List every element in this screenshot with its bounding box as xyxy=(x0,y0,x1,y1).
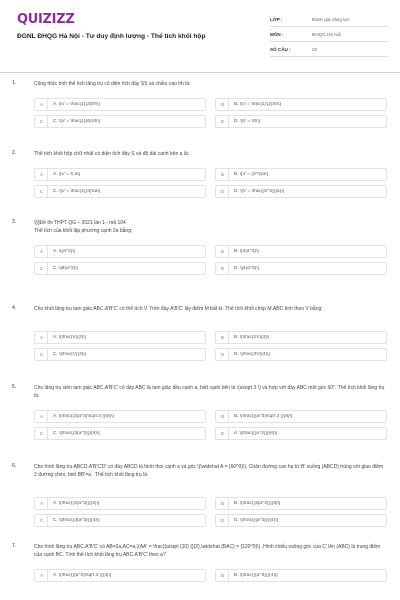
page-title: ĐGNL ĐHQG Hà Nội - Tư duy định lượng - Thể tích khối hộp xyxy=(17,33,206,40)
answer-option-b[interactable] xyxy=(215,245,387,258)
question-text: Cho lăng trụ xiên tam giác ABC.A'B'C' có đáy ABC là tam giác đều cạnh a, biết cạnh bên là \(a\sqrt 3 \) và hợp với đáy ABC một góc 60°. Thể tích khối lăng trụ là: xyxy=(34,385,385,399)
answer-option-b[interactable] xyxy=(215,410,387,423)
option-letter: C xyxy=(36,116,48,127)
answer-option-a[interactable] xyxy=(34,331,206,344)
question-7 xyxy=(12,543,388,600)
answer-option-c[interactable] xyxy=(34,262,206,275)
meta-key: LỚP : xyxy=(270,16,283,22)
question-1 xyxy=(12,80,388,140)
option-text: C. \[8{a^3}\] xyxy=(53,266,78,271)
option-letter: B xyxy=(217,99,229,110)
option-text: D. \[V = \frac{{S^2}}{a}\] xyxy=(234,189,284,194)
option-text: C. \[V = \frac{1}{6}Sh\] xyxy=(53,119,101,124)
option-text: B. \[\frac{2V}{3}\] xyxy=(234,335,270,340)
option-letter: C xyxy=(36,263,48,274)
option-letter: D xyxy=(217,116,229,127)
answer-option-a[interactable] xyxy=(34,98,206,111)
answer-option-a[interactable] xyxy=(34,168,206,181)
question-5 xyxy=(12,384,388,444)
option-letter: B xyxy=(217,246,229,257)
meta-table xyxy=(270,12,388,57)
option-text: B. \[V = \frac{1}{2}Sh\] xyxy=(234,102,281,107)
question-text: Công thức tính thể tích lăng trụ có diện tích đáy SS và chiều cao hh là: xyxy=(34,81,191,87)
option-text: A. \[V = \frac{1}{3}Sh\] xyxy=(53,102,100,107)
answer-option-c[interactable] xyxy=(34,348,206,361)
question-6 xyxy=(12,463,388,523)
answer-option-d[interactable] xyxy=(215,348,387,361)
answer-option-c[interactable] xyxy=(34,115,206,128)
option-letter: A xyxy=(36,169,48,180)
worksheet-header xyxy=(0,0,400,66)
question-text: Cho hình lăng trụ ABC.A'B'C' có AB=2a,AC=a,\(AA' = \frac{{a\sqrt {10} }}{2},\widehat {BAC} = {120^0}\). Hình chiếu vuông góc của C' lên (ABC) là trung điểm của cạnh BC. Tính thể tích khối lăng trụ ABC.A'B'C' theo a? xyxy=(34,544,381,558)
option-text: A. \[\frac{{{a^3}\sqrt 3 }}{4}\] xyxy=(53,573,112,578)
option-letter: A xyxy=(36,570,48,581)
option-letter: A xyxy=(36,99,48,110)
question-number: 2. xyxy=(12,150,17,156)
option-letter: D xyxy=(217,263,229,274)
answer-option-b[interactable] xyxy=(215,331,387,344)
option-text: B. \[2{a^3}\] xyxy=(234,249,259,254)
meta-value: Đánh giá năng lực xyxy=(312,16,350,22)
option-letter: C xyxy=(36,186,48,197)
answer-option-b[interactable] xyxy=(215,98,387,111)
answer-option-a[interactable] xyxy=(34,245,206,258)
answer-option-b[interactable] xyxy=(215,569,387,582)
option-letter: C xyxy=(36,349,48,360)
option-letter: B xyxy=(217,332,229,343)
answer-option-a[interactable] xyxy=(34,497,206,510)
option-letter: B xyxy=(217,498,229,509)
option-text: d. \[\frac{{{a^3}}}{8}\] xyxy=(234,431,278,436)
option-letter: C xyxy=(36,515,48,526)
option-letter: B xyxy=(217,169,229,180)
option-text: C. \[\frac{V}{3}\] xyxy=(53,352,87,357)
answer-option-d[interactable] xyxy=(215,115,387,128)
quizizz-logo: QUIZIZZ xyxy=(17,12,75,27)
meta-key: SỐ CÂU : xyxy=(270,46,291,52)
answer-option-d[interactable] xyxy=(215,185,387,198)
option-text: D. \[\frac{{{a^3}}}{4}\] xyxy=(234,518,278,523)
option-text: D. \[V = Sh\] xyxy=(234,119,260,124)
answer-option-d[interactable] xyxy=(215,427,387,440)
question-number: 7. xyxy=(12,543,17,549)
option-text: D. \[4{a^3}\] xyxy=(234,266,259,271)
option-letter: B xyxy=(217,570,229,581)
meta-value: ĐHQG Hà Nội xyxy=(312,31,342,37)
option-text: A. \[\frac{{3{a^3}}}{2}\] xyxy=(53,501,100,506)
question-text: \[\]Đề thi THPT QG – 2021 lần 1– mã 104 Thể tích của khối lập phương cạnh 2a bằng: xyxy=(34,220,133,234)
answer-option-c[interactable] xyxy=(34,514,206,527)
option-text: B. \[\frac{{{a^3}\sqrt 3 }}{8}\] xyxy=(234,414,293,419)
option-text: A. \[{a^3}\] xyxy=(53,249,75,254)
option-text: A. \[V = S.a\] xyxy=(53,172,81,177)
answer-option-d[interactable] xyxy=(215,262,387,275)
answer-option-c[interactable] xyxy=(34,185,206,198)
meta-row-count xyxy=(270,42,388,57)
header-divider xyxy=(0,72,400,73)
question-number: 6. xyxy=(12,463,17,469)
answer-option-a[interactable] xyxy=(34,569,206,582)
option-text: C. \[V = \frac{1}{3}Sa\] xyxy=(53,189,101,194)
option-letter: D xyxy=(217,515,229,526)
option-text: B. \[\frac{{3{a^3}}}{8}\] xyxy=(234,501,281,506)
meta-value: 32 xyxy=(312,46,318,52)
question-text: Cho khối lăng trụ tam giác ABC.A'B'C' có thể tích V. Trên đáy A'B'C' lấy điểm M bất kì. Thể tích khối chóp M.ABC tính theo V bằng: xyxy=(34,306,323,312)
option-letter: A xyxy=(36,246,48,257)
question-text: Thể tích khối hộp chữ nhật có diện tích đáy S và độ dài cạnh bên a là: xyxy=(34,151,190,157)
question-4 xyxy=(12,305,388,365)
answer-option-b[interactable] xyxy=(215,497,387,510)
option-letter: D xyxy=(217,186,229,197)
answer-option-b[interactable] xyxy=(215,168,387,181)
option-letter: A xyxy=(36,411,48,422)
question-number: 5. xyxy=(12,384,17,390)
option-letter: B xyxy=(217,411,229,422)
question-text: Cho hình lăng trụ ABCD.A'B'C'D' có đáy ABCD là hình thoi cạnh a và góc \(\widehat A = {60^0}\). Chân đường cao hạ từ B' xuống (ABCD) trùng với giao điểm 2 đường chéo, biết BB'=a . Thể tích khối lăng trụ là: xyxy=(34,464,384,478)
answer-option-d[interactable] xyxy=(215,514,387,527)
answer-option-c[interactable] xyxy=(34,427,206,440)
option-text: C. \[\frac{{3{a^3}}}{4}\] xyxy=(53,518,100,523)
answer-option-a[interactable] xyxy=(34,410,206,423)
question-3 xyxy=(12,219,388,279)
option-letter: D xyxy=(217,349,229,360)
meta-row-subject xyxy=(270,27,388,42)
option-text: D. \[\frac{3V}{4}\] xyxy=(234,352,270,357)
option-letter: C xyxy=(36,428,48,439)
option-letter: D xyxy=(217,428,229,439)
option-letter: A xyxy=(36,332,48,343)
question-number: 1. xyxy=(12,80,17,86)
option-text: A. \[\frac{{3{a^3}\sqrt 3 }}{8}\] xyxy=(53,414,114,419)
question-2 xyxy=(12,150,388,210)
question-number: 4. xyxy=(12,305,17,311)
meta-row-class xyxy=(270,12,388,27)
option-text: A. \[\frac{V}{2}\] xyxy=(53,335,86,340)
option-letter: A xyxy=(36,498,48,509)
option-text: B. \[V = {S^2}a\] xyxy=(234,172,268,177)
option-text: C. \[\frac{{3{a^3}}}{8}\] xyxy=(53,431,100,436)
question-number: 3. xyxy=(12,219,17,225)
option-text: B. \[\frac{{{a^3}}}{4}\] xyxy=(234,573,278,578)
meta-key: MÔN : xyxy=(270,31,284,37)
